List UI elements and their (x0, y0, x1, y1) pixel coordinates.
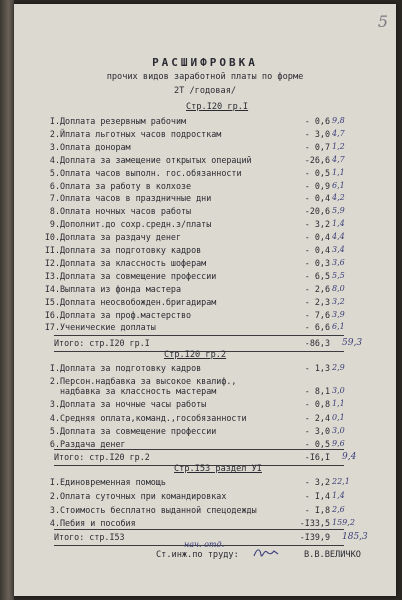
item-value: - 0,9 (304, 180, 330, 191)
list-item (14, 219, 396, 231)
total-divider (54, 449, 344, 450)
item-number: I. (49, 477, 60, 487)
item-value: -26,6 (304, 154, 330, 165)
handwritten-value: 4,7 (332, 154, 345, 164)
item-number: I0. (44, 232, 60, 243)
item-label: Персон.надбавка за высокое квалиф., (60, 376, 237, 387)
item-number: 6. (49, 180, 60, 191)
handwritten-value: 3,0 (332, 425, 345, 435)
item-label: Пебия и пособия (60, 518, 136, 529)
item-number: I. (49, 116, 60, 126)
item-number: 4. (49, 154, 60, 165)
item-label: Оплата часов в праздничные дни (60, 193, 212, 204)
handwritten-value: 4,2 (332, 193, 345, 203)
item-number: I2. (44, 257, 60, 268)
item-number: 4. (49, 518, 60, 529)
handwritten-value: 9,6 (332, 439, 345, 448)
item-label: Ученические доплаты (60, 322, 156, 333)
item-label: Оплата ночных часов работы (60, 206, 192, 217)
total-divider (54, 529, 344, 530)
list-item (14, 245, 396, 257)
handwritten-value: 3,4 (332, 245, 345, 254)
handwritten-value: 1,2 (332, 141, 345, 151)
list-item (14, 426, 396, 438)
item-value: - 3,2 (304, 219, 330, 230)
list-item (14, 116, 396, 128)
item-label: Йплата льготных часов подросткам (60, 128, 222, 139)
section-heading: Стр.I20 гр.2 (164, 350, 227, 360)
item-number: I. (49, 363, 60, 373)
item-number: II. (44, 245, 60, 255)
handwritten-value: 1,4 (332, 490, 345, 500)
handwritten-value: 9,8 (332, 116, 345, 125)
section-total (14, 338, 396, 350)
item-value: - 6,6 (304, 322, 330, 333)
list-item (14, 193, 396, 205)
item-number: 5. (49, 425, 60, 436)
list-item (14, 413, 396, 425)
page-number: 5 (377, 12, 388, 31)
item-number: 8. (49, 206, 60, 217)
item-label: Средняя оплата,команд.,гособязанности (60, 412, 247, 423)
item-value: - I,4 (304, 490, 330, 501)
handwritten-value: 2,6 (332, 504, 345, 514)
item-number: I5. (44, 296, 60, 307)
list-item (14, 505, 396, 517)
document-subtitle: прочих видов заработной платы по форме (106, 72, 304, 82)
total-value: -I6,I (304, 452, 330, 462)
item-value: - 0,5 (304, 439, 330, 449)
item-number: 3. (49, 399, 60, 410)
item-value: - 7,6 (304, 309, 330, 320)
item-number: 7. (49, 193, 60, 204)
item-value: - 2,4 (304, 412, 330, 423)
signature-name: В.В.ВЕЛИЧКО (304, 550, 361, 560)
list-item (14, 376, 396, 397)
item-value: - 0,8 (304, 399, 330, 410)
item-number: 2. (49, 128, 60, 139)
item-label: Единовременная помощь (60, 477, 166, 487)
handwritten-value: 1,1 (332, 167, 345, 177)
handwritten-value: 4,7 (332, 128, 345, 138)
item-number: I4. (44, 283, 60, 294)
item-label: Доплата за раздачу денег (60, 232, 182, 243)
handwritten-value: 0,1 (332, 412, 345, 422)
document-title: РАСШИФРОВКА (152, 56, 258, 69)
handwritten-value: 2,9 (332, 363, 345, 372)
item-label: Дополнит.до сохр.средн.з/платы (60, 219, 212, 230)
item-value: - 0,6 (304, 116, 330, 126)
handwritten-value: 1,4 (332, 219, 345, 229)
item-number: I3. (44, 270, 60, 281)
item-value: - 0,7 (304, 141, 330, 152)
item-number: 3. (49, 504, 60, 515)
handwritten-value: 5,5 (332, 270, 345, 280)
item-label: Доплата за подготовку кадров (60, 363, 202, 373)
item-value: - I,8 (304, 504, 330, 515)
item-number: 6. (49, 439, 60, 449)
item-label: Оплата суточных при командировках (60, 490, 227, 501)
item-value: - 3,2 (304, 477, 330, 487)
handwritten-value: 6,1 (332, 322, 345, 332)
handwritten-value: 159,2 (332, 518, 355, 528)
list-item (14, 271, 396, 283)
item-label: Раздача денег (60, 439, 126, 449)
handwritten-signature (252, 546, 280, 560)
item-label: Доплата за проф.мастерство (60, 309, 192, 320)
item-label: Доплата за совмещение профессии (60, 270, 217, 281)
item-label: Стоимость бесплатно выданной спецодежды (60, 504, 257, 515)
item-label: Доплата резервным рабочим (60, 116, 187, 126)
item-value: - 0,4 (304, 232, 330, 243)
handwritten-total: 185,3 (342, 532, 368, 542)
item-label: Оплата донорам (60, 141, 131, 152)
document-page (14, 4, 396, 596)
item-number: 3. (49, 141, 60, 152)
item-label: Оплата за работу в колхозе (60, 180, 192, 191)
item-label: Оплата часов выполн. гос.обязанности (60, 167, 242, 178)
handwritten-value: 22,1 (332, 477, 350, 486)
list-item (14, 232, 396, 244)
handwritten-value: 8,0 (332, 283, 345, 293)
handwritten-value: 3,9 (332, 309, 345, 319)
list-item (14, 168, 396, 180)
list-item (14, 258, 396, 270)
list-item (14, 399, 396, 411)
list-item (14, 129, 396, 141)
item-label: Доплата неосвобожден.бригадирам (60, 296, 217, 307)
list-item (14, 477, 396, 489)
form-name: 2Т /годовая/ (173, 86, 237, 96)
signature-title: Ст.инж.по труду: (156, 550, 239, 560)
item-label: Доплата за классность шоферам (60, 257, 207, 268)
item-value: - 3,0 (304, 128, 330, 139)
item-value: - 8,1 (304, 386, 330, 397)
total-label: Итого: стр.I20 гр.2 (54, 452, 150, 462)
item-label: Доплата за подготовку кадров (60, 245, 202, 255)
section-heading: Стр.I53 раздел УI (174, 464, 262, 474)
handwritten-value: 3,6 (332, 257, 345, 267)
section-heading: Стр.I20 гр.I (186, 102, 249, 112)
handwritten-total: 9,4 (342, 452, 357, 462)
item-label: Выплата из фонда мастера (60, 283, 182, 294)
item-label: Доплата за ночные часы работы (60, 399, 207, 410)
item-number: 4. (49, 412, 60, 423)
total-label: Итого: стр.I53 (54, 532, 125, 542)
item-value: - 0,4 (304, 193, 330, 204)
list-item (14, 181, 396, 193)
handwritten-value: 4,4 (332, 232, 345, 242)
item-value: -20,6 (304, 206, 330, 217)
handwritten-value: 3,2 (332, 296, 345, 306)
item-value: -I33,5 (299, 518, 330, 529)
item-value: - 2,6 (304, 283, 330, 294)
item-label: Доплата за замещение открытых операций (60, 154, 252, 165)
item-label: Доплата за совмещение профессии (60, 425, 217, 436)
item-value: - 2,3 (304, 296, 330, 307)
list-item (14, 206, 396, 218)
list-item (14, 142, 396, 154)
total-value: -86,3 (304, 338, 330, 348)
list-item (14, 363, 396, 375)
item-number: 5. (49, 167, 60, 178)
list-item (14, 284, 396, 296)
list-item (14, 491, 396, 503)
total-divider (54, 335, 344, 336)
list-item (14, 322, 396, 334)
item-value: - 0,4 (304, 245, 330, 255)
handwritten-value: 5,9 (332, 206, 345, 216)
handwritten-total: 59,3 (342, 338, 363, 348)
item-value: - 0,5 (304, 167, 330, 178)
handwritten-value: 6,1 (332, 180, 345, 190)
handwritten-note: нач. отд. (184, 540, 225, 549)
item-value: - 0,3 (304, 257, 330, 268)
list-item (14, 155, 396, 167)
item-value: - 6,5 (304, 270, 330, 281)
item-number: 9. (49, 219, 60, 230)
item-value: - 3,0 (304, 425, 330, 436)
item-number: I6. (44, 309, 60, 320)
list-item (14, 310, 396, 322)
handwritten-value: 3,0 (332, 386, 345, 396)
section-total (14, 452, 396, 464)
item-number: 2. (49, 490, 60, 501)
handwritten-value: 1,1 (332, 399, 345, 409)
item-number: I7. (44, 322, 60, 333)
binding-strip (0, 0, 14, 600)
total-value: -I39,9 (299, 532, 330, 542)
item-number: 2. (49, 376, 60, 387)
item-label-continued: надбавка за классность мастерам (60, 386, 217, 397)
list-item (14, 297, 396, 309)
total-label: Итого: стр.I20 гр.I (54, 338, 150, 348)
item-value: - 1,3 (304, 363, 330, 373)
